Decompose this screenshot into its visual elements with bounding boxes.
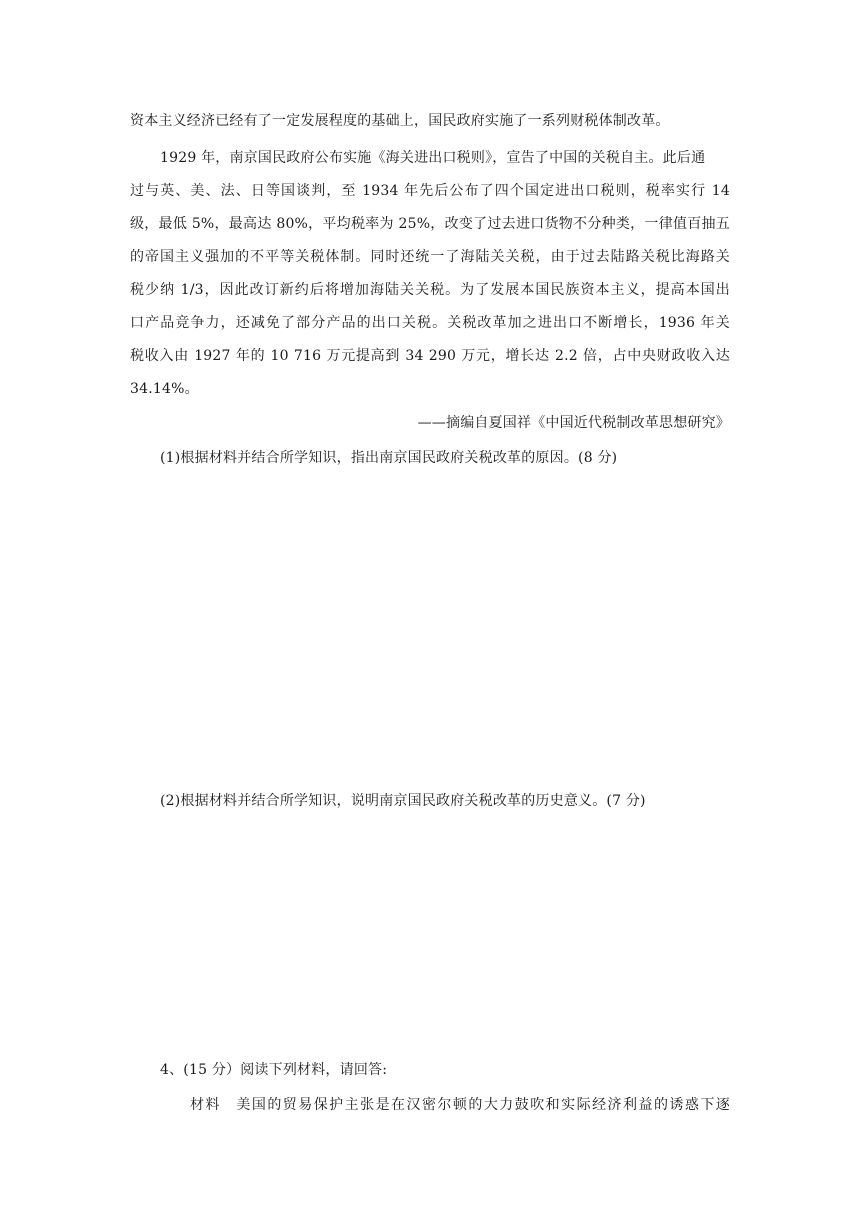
question-2: (2)根据材料并结合所学知识，说明南京国民政府关税改革的历史意义。(7 分)	[160, 793, 646, 809]
paragraph-line: 1929 年，南京国民政府公布实施《海关进出口税则》，宣告了中国的关税自主。此后通	[160, 150, 706, 166]
material-line: 材料 美国的贸易保护主张是在汉密尔顿的大力鼓吹和实际经济利益的诱惑下逐	[190, 1097, 730, 1113]
paragraph-line: 34.14%。	[130, 381, 199, 397]
question-1: (1)根据材料并结合所学知识，指出南京国民政府关税改革的原因。(8 分)	[160, 450, 618, 466]
paragraph-line: 税收入由 1927 年的 10 716 万元提高到 34 290 万元，增长达 2.2 倍，占中央财政收入达	[130, 348, 730, 364]
paragraph-line: 级，最低 5%，最高达 80%，平均税率为 25%，改变了过去进口货物不分种类，一律值百抽五	[130, 216, 730, 232]
paragraph-line: 税少纳 1/3，因此改订新约后将增加海陆关关税。为了发展本国民族资本主义，提高本国出	[130, 282, 730, 298]
question-4-header: 4、(15 分）阅读下列材料，请回答:	[160, 1062, 388, 1078]
source-citation: ——摘编自夏国祥《中国近代税制改革思想研究》	[417, 415, 730, 431]
paragraph-line: 过与英、美、法、日等国谈判，至 1934 年先后公布了四个国定进出口税则，税率实行 14	[130, 183, 730, 199]
intro-line: 资本主义经济已经有了一定发展程度的基础上，国民政府实施了一系列财税体制改革。	[130, 113, 670, 129]
paragraph-line: 口产品竞争力，还减免了部分产品的出口关税。关税改革加之进出口不断增长，1936 年关	[130, 315, 730, 331]
paragraph-line: 的帝国主义强加的不平等关税体制。同时还统一了海陆关关税，由于过去陆路关税比海路关	[130, 249, 730, 265]
